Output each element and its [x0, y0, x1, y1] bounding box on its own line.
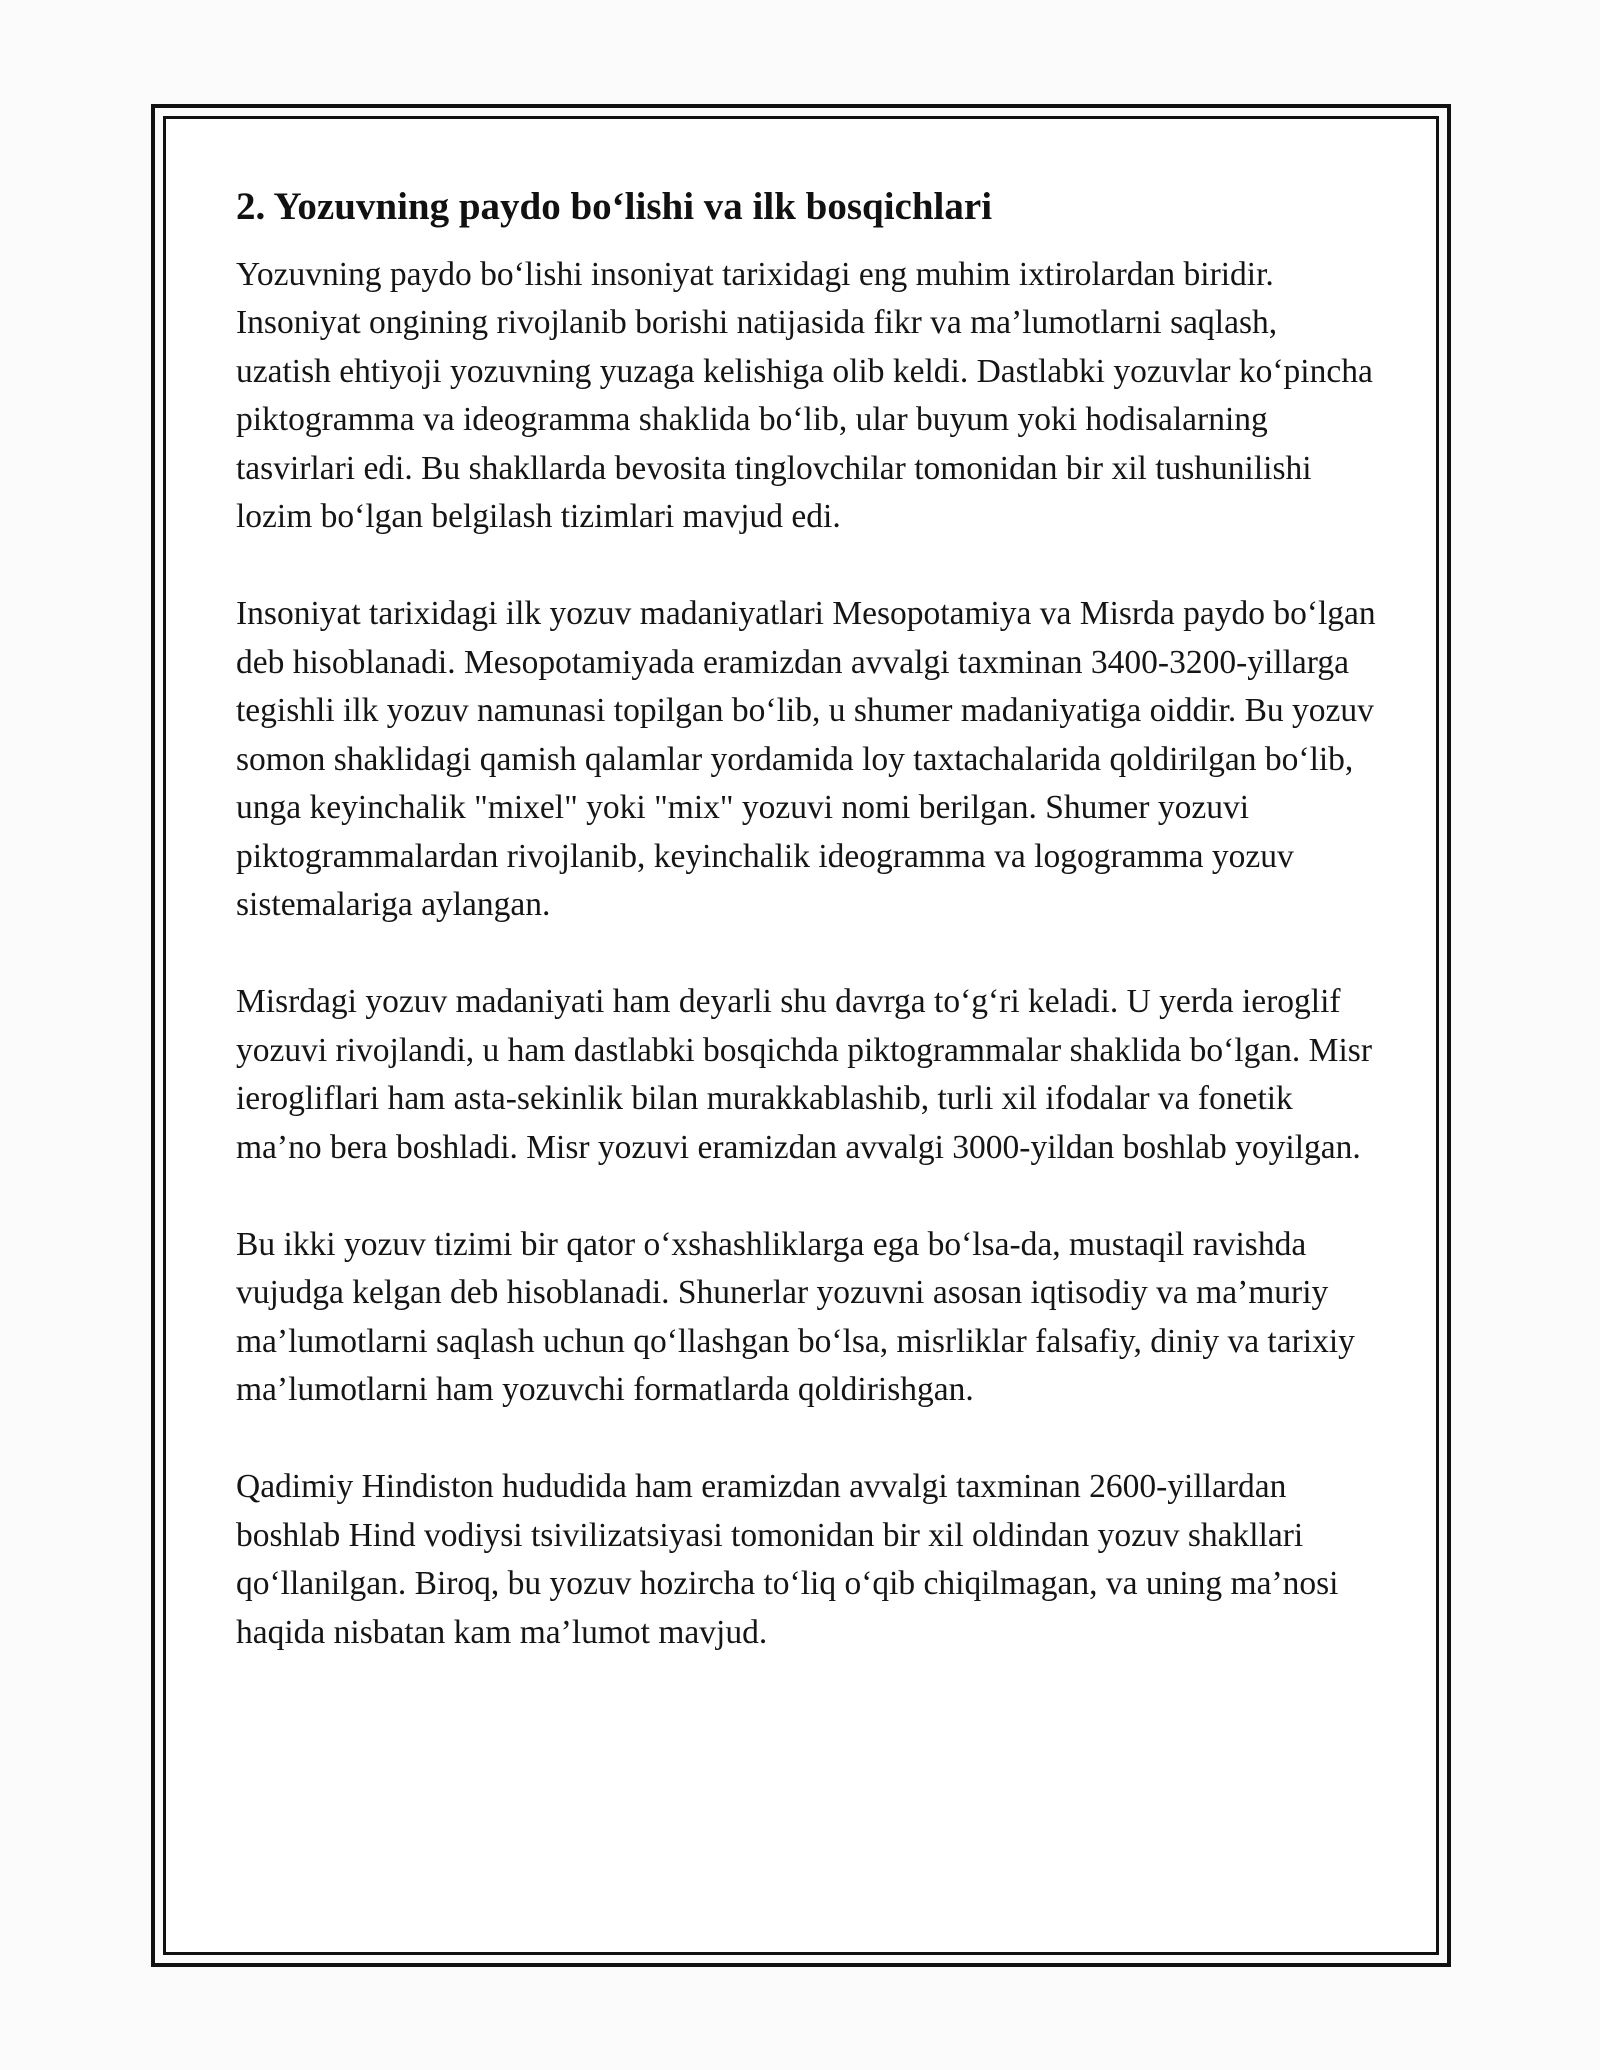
paragraph-5: Qadimiy Hindiston hududida ham eramizdan avvalgi taxminan 2600-yillardan boshlab Hind vodiysi tsivilizatsiyasi tomonidan bir xil oldindan yozuv shakllari qo‘llanilgan. Biroq, bu yozuv hozircha to‘liq o‘qib chiqilmagan, va uning ma’nosi haqida nisbatan kam ma’lumot mavjud. [236, 1468, 1339, 1651]
section-heading: 2. Yozuvning paydo bo‘lishi va ilk bosqichlari [236, 185, 993, 228]
paragraph-3: Misrdagi yozuv madaniyati ham deyarli shu davrga to‘g‘ri keladi. U yerda ieroglif yozuvi rivojlandi, u ham dastlabki bosqichda piktogrammalar shaklida bo‘lgan. Misr ierogliflari ham asta-sekinlik bilan murakkablashib, turli xil ifodalar va fonetik ma’no bera boshladi. Misr yozuvi eramizdan avvalgi 3000-yildan boshlab yoyilgan. [236, 983, 1372, 1166]
paragraph-1: Yozuvning paydo bo‘lishi insoniyat tarixidagi eng muhim ixtirolardan biridir. Insoniyat ongining rivojlanib borishi natijasida fikr va ma’lumotlarni saqlash, uzatish ehtiyoji yozuvning yuzaga kelishiga olib keldi. Dastlabki yozuvlar ko‘pincha piktogramma va ideogramma shaklida bo‘lib, ular buyum yoki hodisalarning tasvirlari edi. Bu shakllarda bevosita tinglovchilar tomonidan bir xil tushunilishi lozim bo‘lgan belgilash tizimlari mavjud edi. [236, 255, 1373, 536]
paragraph-2: Insoniyat tarixidagi ilk yozuv madaniyatlari Mesopotamiya va Misrda paydo bo‘lgan deb hisoblanadi. Mesopotamiyada eramizdan avvalgi taxminan 3400-3200-yillarga tegishli ilk yozuv namunasi topilgan bo‘lib, u shumer madaniyatiga oiddir. Bu yozuv somon shaklidagi qamish qalamlar yordamida loy taxtachalarida qoldirilgan bo‘lib, unga keyinchalik "mixel" yoki "mix" yozuvi nomi berilgan. Shumer yozuvi piktogrammalardan rivojlanib, keyinchalik ideogramma va logogramma yozuv sistemalariga aylangan. [236, 595, 1376, 924]
paragraph-4: Bu ikki yozuv tizimi bir qator o‘xshashliklarga ega bo‘lsa-da, mustaqil ravishda vujudga kelgan deb hisoblanadi. Shunerlar yozuvni asosan iqtisodiy va ma’muriy ma’lumotlarni saqlash uchun qo‘llashgan bo‘lsa, misrliklar falsafiy, diniy va tarixiy ma’lumotlarni ham yozuvchi formatlarda qoldirishgan. [236, 1225, 1355, 1409]
document-body [236, 184, 1380, 1657]
